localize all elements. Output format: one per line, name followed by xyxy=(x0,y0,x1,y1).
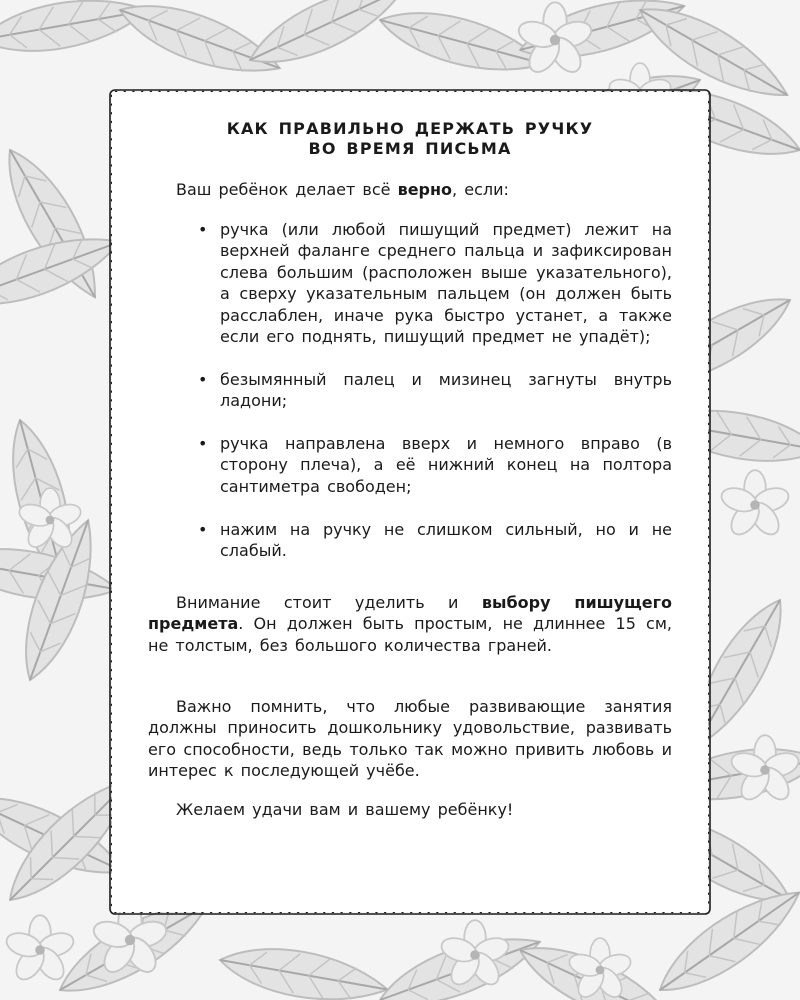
page-subtitle: ВО ВРЕМЯ ПИСЬМА xyxy=(308,139,512,158)
wish-paragraph: Желаем удачи вам и вашему ребёнку! xyxy=(176,800,514,819)
text-card xyxy=(112,92,708,912)
bullet-icon: • xyxy=(198,519,208,539)
intro-paragraph: Ваш ребёнок делает всё верно, если: xyxy=(176,180,509,199)
attention-bold: выбору пишущего предмета xyxy=(148,593,672,634)
list-item: • ручка направлена вверх и немного вправо (в сторону плеча), а её нижний конец на полтора сантиметра свободен; xyxy=(198,434,672,496)
page-title: КАК ПРАВИЛЬНО ДЕРЖАТЬ РУЧКУ xyxy=(226,119,594,138)
bullet-icon: • xyxy=(198,220,208,239)
bullet-icon: • xyxy=(198,434,208,454)
list-item: • безымянный палец и мизинец загнуты внутрь ладони; xyxy=(198,369,672,411)
list-item: • нажим на ручку не слишком сильный, но и не слабый. xyxy=(198,519,672,561)
grip-checklist xyxy=(196,219,672,583)
list-item: • ручка (или любой пишущий предмет) лежит на верхней фаланге среднего пальца и зафиксирован слева большим (расположен выше указательного), а сверху указательным пальцем (он должен быть расслаблен, иначе рука быстро устанет, а также если его поднять, пишущий предмет не упадёт); xyxy=(198,220,672,347)
bullet-icon: • xyxy=(198,369,208,389)
attention-paragraph: Внимание стоит уделить и выбору пишущего предмета. Он должен быть простым, не длиннее 15 см, не толстым, без большого количества граней. xyxy=(148,593,672,655)
important-paragraph: Важно помнить, что любые развивающие занятия должны приносить дошкольнику удовольствие, развивать его способности, ведь только так можно привить любовь и интерес к последующей учёбе. xyxy=(148,697,672,781)
intro-bold: верно xyxy=(397,180,453,199)
